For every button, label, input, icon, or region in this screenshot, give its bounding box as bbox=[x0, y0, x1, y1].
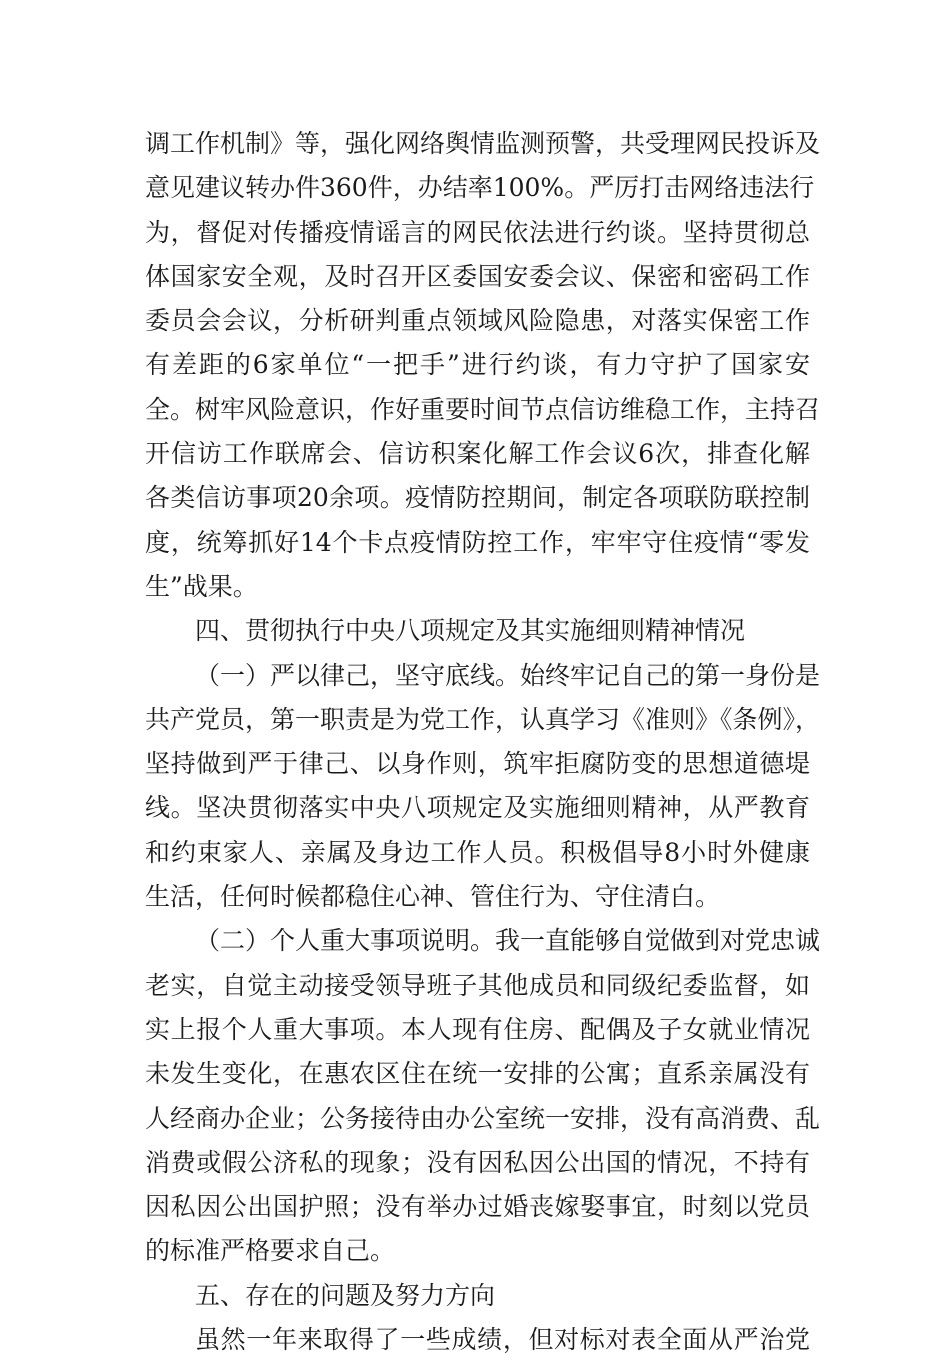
text-line: 消费或假公济私的现象；没有因私因公出国的情况，不持有 bbox=[145, 1147, 810, 1177]
text-line: 调工作机制》等，强化网络舆情监测预警，共受理网民投诉及 bbox=[145, 129, 821, 158]
text-line: 度，统筹抓好14个卡点疫情防控工作，牢牢守住疫情“零发 bbox=[145, 527, 810, 557]
text-line: 虽然一年来取得了一些成绩，但对标对表全面从严治党 bbox=[195, 1325, 810, 1355]
section-heading: 五、存在的问题及努力方向 bbox=[195, 1280, 496, 1310]
text-line: 为，督促对传播疫情谣言的网民依法进行约谈。坚持贯彻总 bbox=[145, 217, 810, 247]
text-line: 人经商办企业；公务接待由办公室统一安排，没有高消费、乱 bbox=[145, 1103, 821, 1133]
text-line: 开信访工作联席会、信访积案化解工作会议6次，排查化解 bbox=[145, 439, 810, 469]
text-line: 因私因公出国护照；没有举办过婚丧嫁娶事宜，时刻以党员 bbox=[145, 1192, 810, 1222]
document-body bbox=[145, 122, 821, 1362]
text-line: 未发生变化，在惠农区住在统一安排的公寓；直系亲属没有 bbox=[145, 1059, 810, 1089]
text-line: 的标准严格要求自己。 bbox=[145, 1236, 396, 1266]
text-line: （一）严以律己，坚守底线。始终牢记自己的第一身份是 bbox=[195, 660, 821, 690]
text-line: 线。坚决贯彻落实中央八项规定及实施细则精神，从严教育 bbox=[145, 793, 810, 823]
text-line: 坚持做到严于律己、以身作则，筑牢拒腐防变的思想道德堤 bbox=[145, 749, 810, 779]
text-line: 实上报个人重大事项。本人现有住房、配偶及子女就业情况 bbox=[145, 1014, 810, 1044]
text-line: 和约束家人、亲属及身边工作人员。积极倡导8小时外健康 bbox=[145, 837, 810, 867]
text-line: 共产党员，第一职责是为党工作，认真学习《准则》《条例》， bbox=[145, 704, 821, 734]
text-line: 全。树牢风险意识，作好重要时间节点信访维稳工作，主持召 bbox=[145, 394, 821, 424]
text-line: 体国家安全观，及时召开区委国安委会议、保密和密码工作 bbox=[145, 261, 810, 291]
text-line: （二）个人重大事项说明。我一直能够自觉做到对党忠诚 bbox=[195, 926, 821, 956]
text-line: 委员会会议，分析研判重点领域风险隐患，对落实保密工作 bbox=[145, 306, 810, 336]
text-line: 生活，任何时候都稳住心神、管住行为、守住清白。 bbox=[145, 882, 721, 912]
text-line: 生”战果。 bbox=[145, 571, 258, 601]
section-heading: 四、贯彻执行中央八项规定及其实施细则精神情况 bbox=[195, 616, 746, 646]
text-line: 老实，自觉主动接受领导班子其他成员和同级纪委监督，如 bbox=[145, 970, 810, 1000]
text-line: 各类信访事项20余项。疫情防控期间，制定各项联防联控制 bbox=[145, 483, 810, 513]
text-line: 意见建议转办件360件，办结率100%。严厉打击网络违法行 bbox=[145, 173, 815, 203]
text-line: 有差距的6家单位“一把手”进行约谈，有力守护了国家安 bbox=[145, 350, 810, 380]
